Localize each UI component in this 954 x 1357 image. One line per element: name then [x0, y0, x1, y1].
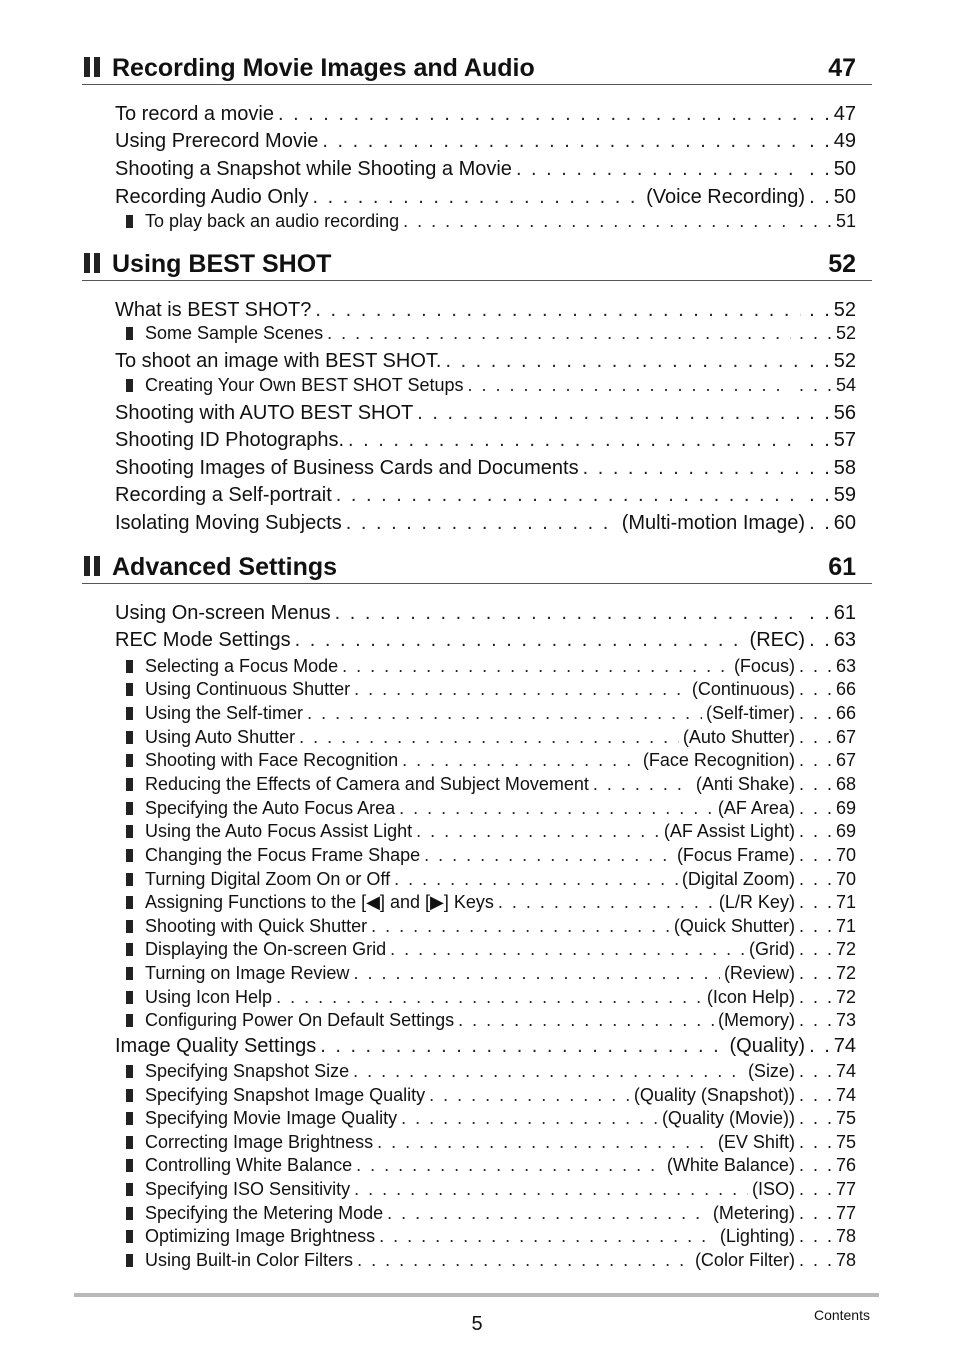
bullet-square-icon [126, 707, 133, 720]
section-heading [82, 250, 872, 281]
dot-leader [399, 797, 714, 820]
dot-leader [593, 773, 692, 796]
entry-label: Using the Self-timer [145, 703, 304, 723]
entry-qualifier: (ISO) [751, 1179, 795, 1199]
entry-page-number: 50 [833, 158, 856, 180]
entry-page-number: 56 [833, 402, 856, 424]
entry-page-number: 50 [833, 186, 856, 208]
entry-page-number: 71 [835, 892, 856, 912]
dot-leader-tail: . . . [798, 1010, 834, 1030]
toc-subentry[interactable] [126, 797, 856, 820]
toc-subentry[interactable] [126, 1178, 856, 1201]
dot-leader [336, 482, 801, 508]
toc-entry[interactable] [115, 1033, 856, 1059]
entry-qualifier: (Digital Zoom) [681, 869, 795, 889]
entry-label: Creating Your Own BEST SHOT Setups [145, 375, 464, 395]
entry-qualifier: (REC) [749, 629, 806, 651]
dot-leader [335, 600, 801, 626]
entry-label: Shooting with AUTO BEST SHOT [115, 402, 414, 424]
contents-link[interactable]: Contents [813, 1307, 870, 1323]
bullet-square-icon [126, 1159, 133, 1172]
entry-qualifier: (Size) [747, 1061, 795, 1081]
bullet-square-icon [126, 1136, 133, 1149]
entry-qualifier: (AF Area) [717, 798, 795, 818]
dot-leader [416, 820, 660, 843]
bullet-square-icon [126, 1089, 133, 1102]
dot-leader [424, 844, 673, 867]
entry-qualifier: (Color Filter) [694, 1250, 795, 1270]
entry-label: Turning Digital Zoom On or Off [145, 869, 391, 889]
dot-leader [299, 726, 679, 749]
toc-subentry[interactable] [126, 1009, 856, 1032]
bullet-square-icon [126, 1183, 133, 1196]
dot-leader-tail: . . . [798, 727, 834, 747]
entry-page-number: 76 [835, 1155, 856, 1175]
toc-entry[interactable] [115, 482, 856, 508]
entry-qualifier: (Lighting) [719, 1226, 795, 1246]
bullet-square-icon [126, 1065, 133, 1078]
entry-page-number: 78 [835, 1250, 856, 1270]
bullet-square-icon [126, 1254, 133, 1267]
entry-qualifier: (Voice Recording) [646, 186, 806, 208]
toc-entry[interactable] [115, 348, 856, 374]
entry-qualifier: (Quality (Movie)) [661, 1108, 795, 1128]
entry-label: Specifying the Metering Mode [145, 1203, 384, 1223]
entry-qualifier: (Anti Shake) [695, 774, 795, 794]
section-heading [82, 54, 872, 85]
bullet-square-icon [126, 967, 133, 980]
dot-leader [371, 915, 670, 938]
dot-leader [342, 655, 730, 678]
bullet-square-icon [126, 731, 133, 744]
dot-leader-tail: . . . [798, 703, 834, 723]
entry-page-number: 77 [835, 1179, 856, 1199]
dot-leader-tail: . . . [798, 1085, 834, 1105]
section-page-number[interactable]: 47 [828, 54, 856, 82]
entry-qualifier: (Multi-motion Image) [621, 512, 806, 534]
entry-qualifier: (Focus Frame) [676, 845, 795, 865]
bullet-square-icon [126, 802, 133, 815]
toc-entry[interactable] [115, 184, 856, 210]
entry-label: Turning on Image Review [145, 963, 350, 983]
entry-label: Shooting a Snapshot while Shooting a Movie [115, 158, 512, 180]
entry-label: Using Icon Help [145, 987, 273, 1007]
dot-leader-tail: . . . [798, 1250, 834, 1270]
dot-leader-tail: . . . [798, 892, 834, 912]
entry-page-number: 54 [835, 375, 856, 395]
entry-page-number: 66 [835, 679, 856, 699]
entry-label: To play back an audio recording [145, 211, 400, 231]
dot-leader [320, 1033, 725, 1059]
entry-page-number: 72 [835, 963, 856, 983]
toc-subentry[interactable] [126, 210, 856, 233]
section-title[interactable]: Advanced Settings [112, 553, 338, 581]
dot-leader-tail: . . . [798, 1108, 834, 1128]
dot-leader [583, 455, 801, 481]
entry-label: Selecting a Focus Mode [145, 656, 339, 676]
toc-subentry[interactable] [126, 1131, 856, 1154]
entry-qualifier: (Quality (Snapshot)) [633, 1085, 795, 1105]
entry-page-number: 52 [833, 299, 856, 321]
entry-page-number: 60 [833, 512, 856, 534]
dot-leader [315, 297, 801, 323]
dot-leader [379, 1225, 716, 1248]
dot-leader-tail: . . . [798, 750, 834, 770]
entry-page-number: 71 [835, 916, 856, 936]
toc-subentry[interactable] [126, 938, 856, 961]
entry-page-number: 72 [835, 987, 856, 1007]
entry-page-number: 47 [833, 103, 856, 125]
entry-page-number: 69 [835, 798, 856, 818]
dot-leader-tail: . . [809, 299, 832, 321]
entry-label: Using Continuous Shutter [145, 679, 351, 699]
dot-leader [278, 101, 801, 127]
entry-label: Recording Audio Only [115, 186, 309, 208]
dot-leader-tail: . . . [798, 1061, 834, 1081]
entry-label: Using On-screen Menus [115, 602, 331, 624]
dot-leader-tail: . . . [798, 916, 834, 936]
bullet-square-icon [126, 1207, 133, 1220]
dot-leader [322, 128, 801, 154]
dot-leader-tail: . . . [798, 1226, 834, 1246]
entry-page-number: 72 [835, 939, 856, 959]
section-marker-icon [84, 57, 102, 77]
entry-label: Using Built-in Color Filters [145, 1250, 354, 1270]
dot-leader [394, 868, 678, 891]
toc-subentry[interactable] [126, 820, 856, 843]
entry-label: Shooting Images of Business Cards and Documents [115, 457, 579, 479]
bullet-square-icon [126, 754, 133, 767]
entry-qualifier: (Focus) [733, 656, 795, 676]
dot-leader [403, 210, 791, 233]
entry-page-number: 49 [833, 130, 856, 152]
dot-leader-tail: . . [809, 429, 832, 451]
toc-subentry[interactable] [126, 1107, 856, 1130]
entry-qualifier: (Review) [723, 963, 795, 983]
dot-leader [445, 348, 801, 374]
entry-label: To shoot an image with BEST SHOT. [115, 350, 442, 372]
toc-subentry[interactable] [126, 702, 856, 725]
dot-leader-tail: . . [809, 130, 832, 152]
dot-leader [458, 1009, 714, 1032]
entry-qualifier: (Auto Shutter) [682, 727, 795, 747]
toc-subentry[interactable] [126, 844, 856, 867]
entry-label: Some Sample Scenes [145, 323, 324, 343]
entry-page-number: 74 [835, 1085, 856, 1105]
dot-leader [401, 1107, 658, 1130]
dot-leader [295, 627, 746, 653]
dot-leader-tail: . . [809, 512, 832, 534]
bullet-square-icon [126, 920, 133, 933]
toc-subentry[interactable] [126, 1060, 856, 1083]
section-marker-icon [84, 253, 102, 273]
entry-qualifier: (Grid) [748, 939, 795, 959]
entry-label: Using Auto Shutter [145, 727, 296, 747]
entry-label: REC Mode Settings [115, 629, 291, 651]
dot-leader-tail: . . [809, 402, 832, 424]
entry-qualifier: (L/R Key) [718, 892, 795, 912]
dot-leader-tail: . . . [798, 798, 834, 818]
dot-leader [390, 938, 745, 961]
toc-subentry[interactable] [126, 962, 856, 985]
dot-leader-tail: . . [809, 602, 832, 624]
entry-qualifier: (Metering) [712, 1203, 795, 1223]
entry-page-number: 73 [835, 1010, 856, 1030]
toc-entry[interactable] [115, 600, 856, 626]
dot-leader-tail: . . . [798, 323, 834, 343]
section-heading [82, 553, 872, 584]
section-title[interactable]: Recording Movie Images and Audio [112, 54, 535, 82]
entry-page-number: 58 [833, 457, 856, 479]
dot-leader [353, 1060, 744, 1083]
entry-qualifier: (Quality) [729, 1035, 806, 1057]
dot-leader [276, 986, 703, 1009]
dot-leader [357, 1249, 691, 1272]
bullet-square-icon [126, 1230, 133, 1243]
dot-leader-tail: . . . [798, 1179, 834, 1199]
entry-label: Shooting with Face Recognition [145, 750, 399, 770]
toc-subentry[interactable] [126, 322, 856, 345]
toc-subentry[interactable] [126, 374, 856, 397]
toc-entry[interactable] [115, 156, 856, 182]
entry-label: To record a movie [115, 103, 274, 125]
entry-qualifier: (EV Shift) [717, 1132, 795, 1152]
entry-label: Changing the Focus Frame Shape [145, 845, 421, 865]
entry-qualifier: (AF Assist Light) [663, 821, 795, 841]
dot-leader-tail: . . [809, 350, 832, 372]
entry-page-number: 67 [835, 750, 856, 770]
entry-page-number: 78 [835, 1226, 856, 1246]
toc-entry[interactable] [115, 400, 856, 426]
entry-qualifier: (Face Recognition) [642, 750, 795, 770]
dot-leader [402, 749, 639, 772]
toc-entry[interactable] [115, 627, 856, 653]
dot-leader-tail: . . . [798, 1132, 834, 1152]
bullet-square-icon [126, 379, 133, 392]
bullet-square-icon [126, 778, 133, 791]
dot-leader-tail: . . . [798, 679, 834, 699]
bullet-square-icon [126, 683, 133, 696]
entry-qualifier: (Self-timer) [705, 703, 795, 723]
dot-leader-tail: . . . [798, 987, 834, 1007]
entry-qualifier: (Quick Shutter) [673, 916, 795, 936]
dot-leader [346, 510, 618, 536]
dot-leader-tail: . . . [798, 963, 834, 983]
toc-subentry[interactable] [126, 773, 856, 796]
entry-page-number: 70 [835, 869, 856, 889]
footer-divider [74, 1293, 879, 1297]
entry-label: Using the Auto Focus Assist Light [145, 821, 413, 841]
entry-page-number: 67 [835, 727, 856, 747]
entry-page-number: 69 [835, 821, 856, 841]
section-best-shot [82, 250, 872, 534]
dot-leader-tail: . . [809, 186, 832, 208]
dot-leader-tail: . . . [798, 656, 834, 676]
entry-label: Shooting ID Photographs. [115, 429, 345, 451]
entry-qualifier: (Memory) [717, 1010, 795, 1030]
entry-qualifier: (Continuous) [691, 679, 795, 699]
toc-subentry[interactable] [126, 678, 856, 701]
toc-entry[interactable] [115, 101, 856, 127]
entry-label: What is BEST SHOT? [115, 299, 312, 321]
bullet-square-icon [126, 991, 133, 1004]
entry-qualifier: (White Balance) [666, 1155, 795, 1175]
entry-page-number: 75 [835, 1108, 856, 1128]
section-page-number[interactable]: 61 [828, 553, 856, 581]
toc-subentry[interactable] [126, 749, 856, 772]
bullet-square-icon [126, 873, 133, 886]
entry-page-number: 51 [835, 211, 856, 231]
bullet-square-icon [126, 1112, 133, 1125]
bullet-square-icon [126, 896, 133, 909]
bullet-square-icon [126, 327, 133, 340]
entry-label: Controlling White Balance [145, 1155, 353, 1175]
bullet-square-icon [126, 825, 133, 838]
dot-leader-tail: . . [809, 103, 832, 125]
entry-page-number: 59 [833, 484, 856, 506]
dot-leader [327, 322, 791, 345]
toc-entry[interactable] [115, 297, 856, 323]
entry-label: Displaying the On-screen Grid [145, 939, 387, 959]
entry-label: Specifying the Auto Focus Area [145, 798, 396, 818]
dot-leader-tail: . . [809, 158, 832, 180]
entry-page-number: 61 [833, 602, 856, 624]
entry-label: Optimizing Image Brightness [145, 1226, 376, 1246]
dot-leader-tail: . . . [798, 211, 834, 231]
entry-label: Image Quality Settings [115, 1035, 317, 1057]
entry-page-number: 57 [833, 429, 856, 451]
toc-subentry[interactable] [126, 1154, 856, 1177]
dot-leader-tail: . . . [798, 821, 834, 841]
entry-label: Reducing the Effects of Camera and Subject Movement [145, 774, 589, 794]
dot-leader-tail: . . . [798, 774, 834, 794]
toc-subentry[interactable] [126, 1225, 856, 1248]
dot-leader [387, 1202, 709, 1225]
dot-leader [516, 156, 801, 182]
section-recording-movie [82, 54, 872, 231]
entry-page-number: 52 [835, 323, 856, 343]
dot-leader [354, 678, 688, 701]
toc-subentry[interactable] [126, 915, 856, 938]
page-number: 5 [471, 1313, 483, 1335]
entry-page-number: 77 [835, 1203, 856, 1223]
dot-leader [377, 1131, 714, 1154]
dot-leader [356, 1154, 663, 1177]
toc-entry[interactable] [115, 510, 856, 536]
dot-leader-tail: . . . [798, 869, 834, 889]
dot-leader-tail: . . [809, 484, 832, 506]
dot-leader-tail: . . . [798, 1203, 834, 1223]
entry-label: Configuring Power On Default Settings [145, 1010, 455, 1030]
section-page-number[interactable]: 52 [828, 250, 856, 278]
toc-subentry[interactable] [126, 891, 856, 914]
entry-label: Isolating Moving Subjects [115, 512, 342, 534]
entry-label: Specifying ISO Sensitivity [145, 1179, 351, 1199]
toc-entry[interactable] [115, 128, 856, 154]
entry-page-number: 63 [833, 629, 856, 651]
entry-label: Using Prerecord Movie [115, 130, 319, 152]
dot-leader-tail: . . . [798, 375, 834, 395]
entry-page-number: 66 [835, 703, 856, 723]
bullet-square-icon [126, 943, 133, 956]
entry-label: Correcting Image Brightness [145, 1132, 374, 1152]
toc-subentry[interactable] [126, 655, 856, 678]
section-title[interactable]: Using BEST SHOT [112, 250, 332, 278]
bullet-square-icon [126, 660, 133, 673]
dot-leader [429, 1084, 630, 1107]
entry-label: Assigning Functions to the [◀] and [▶] Keys [145, 892, 494, 912]
bullet-square-icon [126, 849, 133, 862]
entry-label: Recording a Self-portrait [115, 484, 332, 506]
dot-leader [468, 374, 791, 397]
entry-page-number: 68 [835, 774, 856, 794]
dot-leader [348, 427, 801, 453]
dot-leader [354, 1178, 748, 1201]
dot-leader [498, 891, 715, 914]
dot-leader-tail: . . [809, 1035, 832, 1057]
entry-qualifier: (Icon Help) [706, 987, 795, 1007]
toc-subentry[interactable] [126, 868, 856, 891]
toc-subentry[interactable] [126, 986, 856, 1009]
entry-page-number: 75 [835, 1132, 856, 1152]
bullet-square-icon [126, 1014, 133, 1027]
section-marker-icon [84, 556, 102, 576]
dot-leader-tail: . . . [798, 845, 834, 865]
entry-page-number: 70 [835, 845, 856, 865]
entry-label: Specifying Snapshot Size [145, 1061, 350, 1081]
toc-entry[interactable] [115, 427, 856, 453]
dot-leader [417, 400, 801, 426]
entry-label: Specifying Snapshot Image Quality [145, 1085, 426, 1105]
toc-subentry[interactable] [126, 1202, 856, 1225]
entry-page-number: 74 [833, 1035, 856, 1057]
dot-leader-tail: . . [809, 629, 832, 651]
dot-leader [353, 962, 720, 985]
section-advanced-settings [82, 553, 872, 1270]
dot-leader-tail: . . . [798, 1155, 834, 1175]
entry-page-number: 63 [835, 656, 856, 676]
entry-page-number: 52 [833, 350, 856, 372]
toc-subentry[interactable] [126, 1249, 856, 1272]
entry-label: Shooting with Quick Shutter [145, 916, 368, 936]
bullet-square-icon [126, 215, 133, 228]
dot-leader-tail: . . . [798, 939, 834, 959]
toc-entry[interactable] [115, 455, 856, 481]
toc-subentry[interactable] [126, 726, 856, 749]
entry-page-number: 74 [835, 1061, 856, 1081]
dot-leader [312, 184, 642, 210]
toc-subentry[interactable] [126, 1084, 856, 1107]
entry-label: Specifying Movie Image Quality [145, 1108, 398, 1128]
dot-leader [307, 702, 702, 725]
dot-leader-tail: . . [809, 457, 832, 479]
